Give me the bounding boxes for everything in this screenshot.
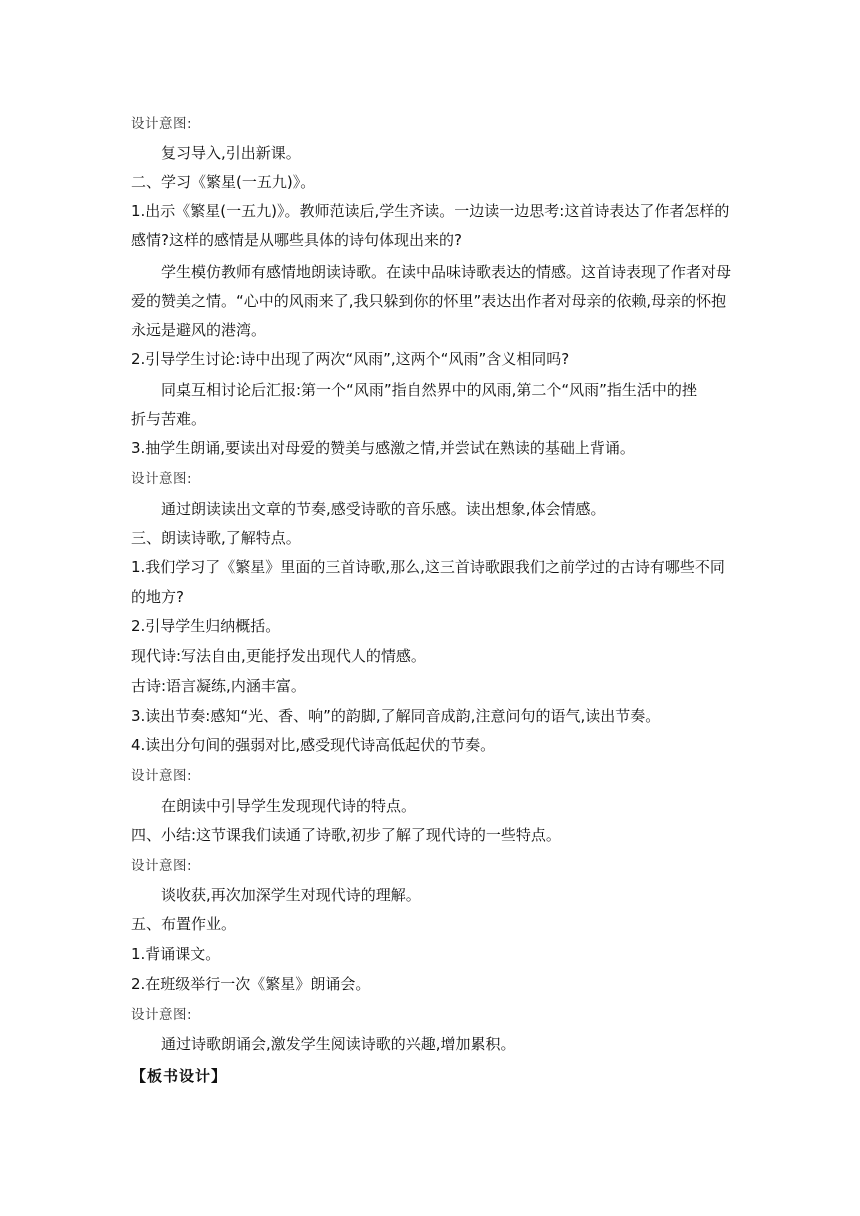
paragraph: 古诗:语言凝练,内涵丰富。 <box>131 677 306 695</box>
section-heading: 五、布置作业。 <box>131 915 237 933</box>
design-intent-label: 设计意图: <box>131 1007 193 1023</box>
paragraph: 3.抽学生朗诵,要读出对母爱的赞美与感激之情,并尝试在熟读的基础上背诵。 <box>131 439 635 457</box>
design-intent-label: 设计意图: <box>131 116 193 132</box>
paragraph: 谈收获,再次加深学生对现代诗的理解。 <box>161 886 421 904</box>
paragraph: 爱的赞美之情。“心中的风雨来了,我只躲到你的怀里”表达出作者对母亲的依赖,母亲的怀抱 <box>131 292 727 310</box>
paragraph: 同桌互相讨论后汇报:第一个“风雨”指自然界中的风雨,第二个“风雨”指生活中的挫 <box>161 381 697 399</box>
board-design-heading: 【板书设计】 <box>131 1067 228 1085</box>
paragraph: 在朗读中引导学生发现现代诗的特点。 <box>161 797 417 815</box>
design-intent-label: 设计意图: <box>131 858 193 874</box>
paragraph: 通过诗歌朗诵会,激发学生阅读诗歌的兴趣,增加累积。 <box>161 1035 516 1053</box>
section-heading: 二、学习《繁星(一五九)》。 <box>131 173 316 191</box>
paragraph: 1.背诵课文。 <box>131 945 221 963</box>
paragraph: 通过朗读读出文章的节奏,感受诗歌的音乐感。读出想象,体会情感。 <box>161 500 606 518</box>
paragraph: 1.出示《繁星(一五九)》。教师范读后,学生齐读。一边读一边思考:这首诗表达了作者怎样的 <box>131 202 730 220</box>
paragraph: 现代诗:写法自由,更能抒发出现代人的情感。 <box>131 647 426 665</box>
design-intent-label: 设计意图: <box>131 768 193 784</box>
section-heading: 四、小结:这节课我们读通了诗歌,初步了解了现代诗的一些特点。 <box>131 826 561 844</box>
design-intent-label: 设计意图: <box>131 471 193 487</box>
paragraph: 学生模仿教师有感情地朗读诗歌。在读中品味诗歌表达的情感。这首诗表现了作者对母 <box>161 263 732 281</box>
paragraph: 复习导入,引出新课。 <box>161 144 301 162</box>
paragraph: 感情?这样的感情是从哪些具体的诗句体现出来的? <box>131 231 462 249</box>
paragraph: 3.读出节奏:感知“光、香、响”的韵脚,了解同音成韵,注意问句的语气,读出节奏。 <box>131 707 661 725</box>
paragraph: 2.引导学生归纳概括。 <box>131 617 281 635</box>
section-heading: 三、朗读诗歌,了解特点。 <box>131 529 301 547</box>
paragraph: 4.读出分句间的强弱对比,感受现代诗高低起伏的节奏。 <box>131 736 496 754</box>
paragraph: 折与苦难。 <box>131 410 207 428</box>
paragraph: 2.引导学生讨论:诗中出现了两次“风雨”,这两个“风雨”含义相同吗? <box>131 350 570 368</box>
paragraph: 永远是避风的港湾。 <box>131 321 267 339</box>
paragraph: 2.在班级举行一次《繁星》朗诵会。 <box>131 975 371 993</box>
paragraph: 1.我们学习了《繁星》里面的三首诗歌,那么,这三首诗歌跟我们之前学过的古诗有哪些不同 <box>131 558 725 576</box>
paragraph: 的地方? <box>131 588 184 606</box>
